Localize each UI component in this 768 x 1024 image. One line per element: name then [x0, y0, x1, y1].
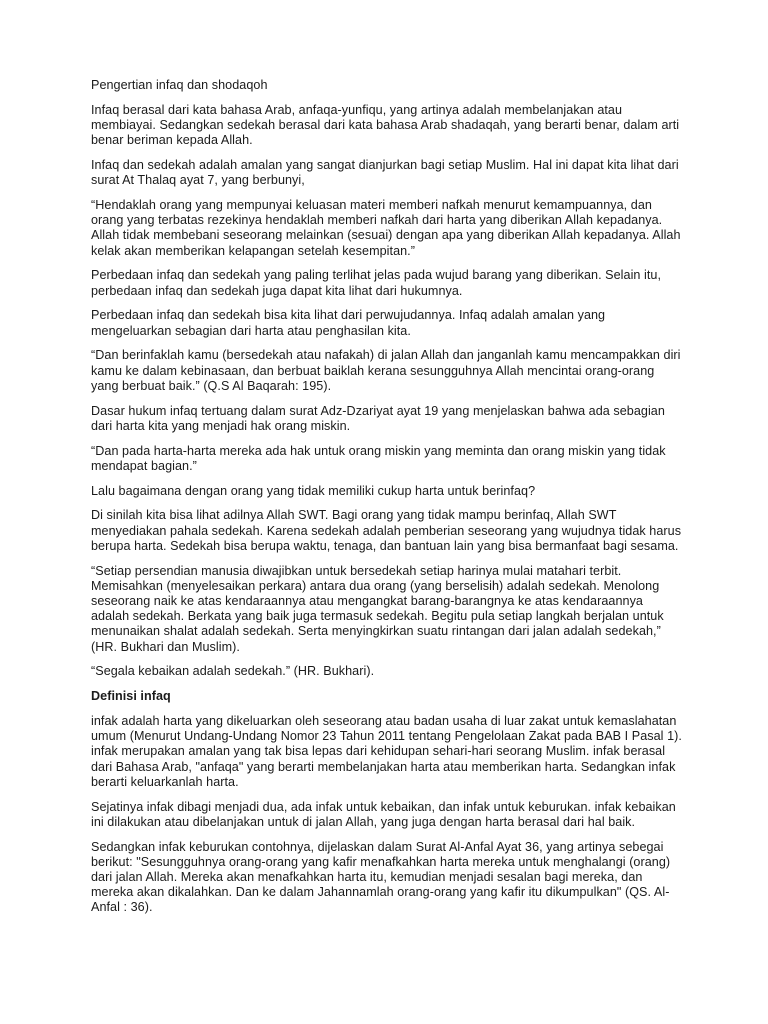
- quote-hr-bukhari-muslim: “Setiap persendian manusia diwajibkan untuk bersedekah setiap harinya mulai matahari terbit. Memisahkan (menyelesaikan perkara) antara dua orang (yang berselisih) adalah sedekah. Menolong seseorang naik ke atas kendaraannya atau mengangkat barang-barangnya ke atas kendaraannya adalah sedekah. Berkata yang baik juga termasuk sedekah. Begitu pula setiap langkah berjalan untuk menunaikan shalat adalah sedekah. Serta menyingkirkan suatu rintangan dari jalan adalah sedekah,” (HR. Bukhari dan Muslim).: [91, 563, 664, 654]
- quote-hr-bukhari: “Segala kebaikan adalah sedekah.” (HR. Bukhari).: [91, 664, 375, 679]
- paragraph-legal-basis: Dasar hukum infaq tertuang dalam surat Adz-Dzariyat ayat 19 yang menjelaskan bahwa ada sebagian dari harta kita yang menjadi hak orang miskin.: [91, 403, 665, 433]
- quote-al-baqarah: “Dan berinfaklah kamu (bersedekah atau nafakah) di jalan Allah dan janganlah kamu mencampakkan diri kamu ke dalam kebinasaan, dan berbuat baiklah kerana sesungguhnya Allah mencintai orang-orang yang berbuat baik.” (Q.S Al Baqarah: 195).: [91, 348, 681, 393]
- paragraph-two-types: Sejatinya infak dibagi menjadi dua, ada infak untuk kebaikan, dan infak untuk keburukan. infak kebaikan ini dilakukan atau dibelanjakan untuk di jalan Allah, yang juga dengan harta berasal dari hal baik.: [91, 799, 676, 829]
- paragraph-definition: infak adalah harta yang dikeluarkan oleh seseorang atau badan usaha di luar zakat untuk kemaslahatan umum (Menurut Undang-Undang Nomor 23 Tahun 2011 tentang Pengelolaan Zakat pada BAB I Pasal 1). infak merupakan amalan yang tak bisa lepas dari kehidupan sehari-hari seorang Muslim. infak berasal dari Bahasa Arab, "anfaqa" yang berarti membelanjakan harta atau memberikan harta. Sedangkan infak berarti keluarkanlah harta.: [91, 714, 682, 789]
- quote-at-thalaq: “Hendaklah orang yang mempunyai keluasan materi memberi nafkah menurut kemampuannya, dan orang yang terbatas rezekinya hendaklah memberi nafkah dari harta yang diberikan Allah kepadanya. Allah tidak membebani seseorang melainkan (sesuai) dengan apa yang diberikan Allah kepadanya. Allah kelak akan memberikan kelapangan setelah kesempitan.”: [91, 198, 681, 258]
- paragraph-difference-form: Perbedaan infaq dan sedekah yang paling terlihat jelas pada wujud barang yang diberikan. Selain itu, perbedaan infaq dan sedekah juga dapat kita lihat dari hukumnya.: [91, 268, 662, 298]
- paragraph-recommendation: Infaq dan sedekah adalah amalan yang sangat dianjurkan bagi setiap Muslim. Hal ini dapat kita lihat dari surat At Thalaq ayat 7, yang berbunyi,: [91, 158, 679, 188]
- section-heading-definition: Definisi infaq: [91, 689, 171, 704]
- paragraph-difference-embodiment: Perbedaan infaq dan sedekah bisa kita lihat dari perwujudannya. Infaq adalah amalan yang mengeluarkan sebagian dari harta atau penghasilan kita.: [91, 308, 606, 338]
- paragraph-question: Lalu bagaimana dengan orang yang tidak memiliki cukup harta untuk berinfaq?: [91, 483, 536, 498]
- paragraph-infaq-etymology: Infaq berasal dari kata bahasa Arab, anfaqa-yunfiqu, yang artinya adalah membelanjakan atau membiayai. Sedangkan sedekah berasal dari kata bahasa Arab shadaqah, yang berarti benar, dalam arti benar beriman kepada Allah.: [91, 102, 680, 148]
- paragraph-bad-infaq: Sedangkan infak keburukan contohnya, dijelaskan dalam Surat Al-Anfal Ayat 36, yang artinya sebegai berikut: "Sesungguhnya orang-orang yang kafir menafkahkan harta mereka untuk menghalangi (orang) dari jalan Allah. Mereka akan menafkahkan harta itu, kemudian menjadi sesalan bagi mereka, dan mereka akan dikalahkan. Dan ke dalam Jahannamlah orang-orang yang kafir itu dikumpulkan" (QS. Al-Anfal : 36).: [91, 839, 671, 915]
- doc-title: Pengertian infaq dan shodaqoh: [91, 78, 268, 92]
- quote-adz-dzariyat: “Dan pada harta-harta mereka ada hak untuk orang miskin yang meminta dan orang miskin yang tidak mendapat bagian.”: [91, 443, 666, 473]
- paragraph-justice: Di sinilah kita bisa lihat adilnya Allah SWT. Bagi orang yang tidak mampu berinfaq, Allah SWT menyediakan pahala sedekah. Karena sedekah adalah pemberian seseorang yang wujudnya tidak harus berupa harta. Sedekah bisa berupa waktu, tenaga, dan bantuan lain yang bisa bermanfaat bagi sesama.: [91, 508, 682, 553]
